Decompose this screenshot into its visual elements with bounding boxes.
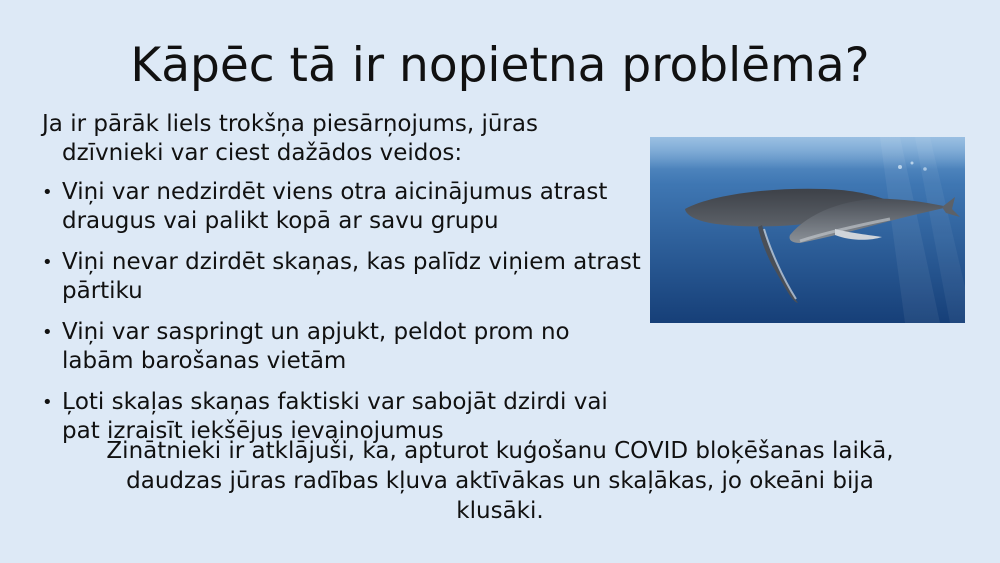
- footer-note: Zinātnieki ir atklājuši, ka, apturot kuģošanu COVID bloķēšanas laikā, daudzas jūras radības kļuva aktīvākas un skaļākas, jo okeāni bija klusāki.: [106, 438, 894, 524]
- bullet-text: Viņi nevar dzirdēt skaņas, kas palīdz viņiem atrast pārtiku: [62, 249, 641, 304]
- bullet-icon: •: [42, 392, 53, 413]
- bullet-item: [42, 248, 642, 306]
- bullet-list: [42, 178, 642, 446]
- bullet-item: [42, 178, 642, 236]
- bullet-item: [42, 318, 642, 376]
- bullet-icon: •: [42, 322, 53, 343]
- slide-title: Kāpēc tā ir nopietna problēma?: [130, 38, 870, 93]
- bullet-icon: •: [42, 252, 53, 273]
- slide-body: [42, 110, 642, 458]
- bullet-icon: •: [42, 182, 53, 203]
- humpback-whale-photo: [650, 137, 965, 323]
- bullet-text: Viņi var nedzirdēt viens otra aicinājumus atrast draugus vai palikt kopā ar savu grupu: [62, 179, 608, 234]
- bullet-text: Ļoti skaļas skaņas faktiski var sabojāt dzirdi vai pat izraisīt iekšējus ievainojumus: [62, 389, 608, 444]
- bullet-text: Viņi var saspringt un apjukt, peldot prom no labām barošanas vietām: [62, 319, 570, 374]
- intro-paragraph: Ja ir pārāk liels trokšņa piesārņojums, jūras dzīvnieki var ciest dažādos veidos:: [42, 111, 538, 166]
